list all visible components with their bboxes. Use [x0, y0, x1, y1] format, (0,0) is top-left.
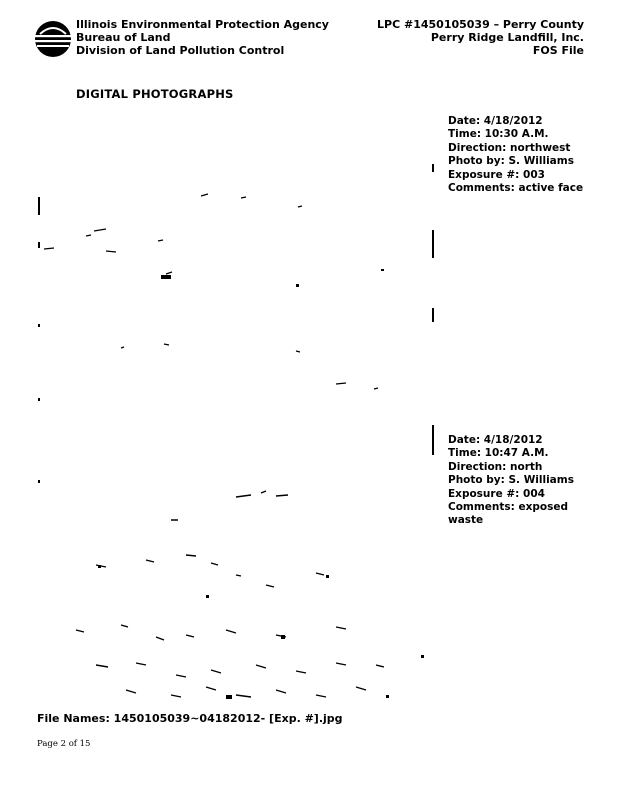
photo-2-image	[36, 425, 436, 715]
photo-2-comments: Comments: exposed waste	[448, 501, 569, 527]
photo-1-caption	[448, 115, 588, 195]
photo-1	[36, 112, 436, 417]
photo-1-date: Date: 4/18/2012	[448, 115, 543, 127]
photo-1-comments: Comments: active face	[448, 182, 584, 195]
photo-2-time: Time: 10:47 A.M.	[448, 447, 549, 460]
file-type: FOS File	[532, 44, 584, 57]
photo-1-image	[36, 112, 436, 417]
photo-1-time: Time: 10:30 A.M.	[448, 128, 549, 141]
photo-2-date: Date: 4/18/2012	[448, 434, 543, 446]
photo-1-photographer: Photo by: S. Williams	[448, 155, 574, 168]
photo-2-exposure: Exposure #: 004	[448, 487, 545, 500]
bureau-name: Bureau of Land	[76, 31, 171, 44]
photo-1-exposure: Exposure #: 003	[448, 168, 545, 181]
illinois-epa-logo-icon	[34, 20, 72, 58]
section-title: DIGITAL PHOTOGRAPHS	[76, 87, 234, 101]
file-names: File Names: 1450105039~04182012- [Exp. #].jpg	[37, 712, 343, 725]
agency-name: Illinois Environmental Protection Agency	[76, 18, 329, 31]
photo-2	[36, 425, 436, 715]
site-name: Perry Ridge Landfill, Inc.	[430, 31, 584, 44]
photo-2-direction: Direction: north	[448, 460, 543, 473]
page-number: Page 2 of 15	[37, 739, 91, 749]
photo-2-caption	[448, 434, 588, 528]
site-block	[377, 18, 584, 57]
photo-2-photographer: Photo by: S. Williams	[448, 474, 574, 487]
site-id: LPC #1450105039 – Perry County	[377, 18, 584, 31]
photo-1-direction: Direction: northwest	[448, 141, 571, 154]
division-name: Division of Land Pollution Control	[76, 44, 285, 57]
agency-block	[76, 18, 329, 57]
